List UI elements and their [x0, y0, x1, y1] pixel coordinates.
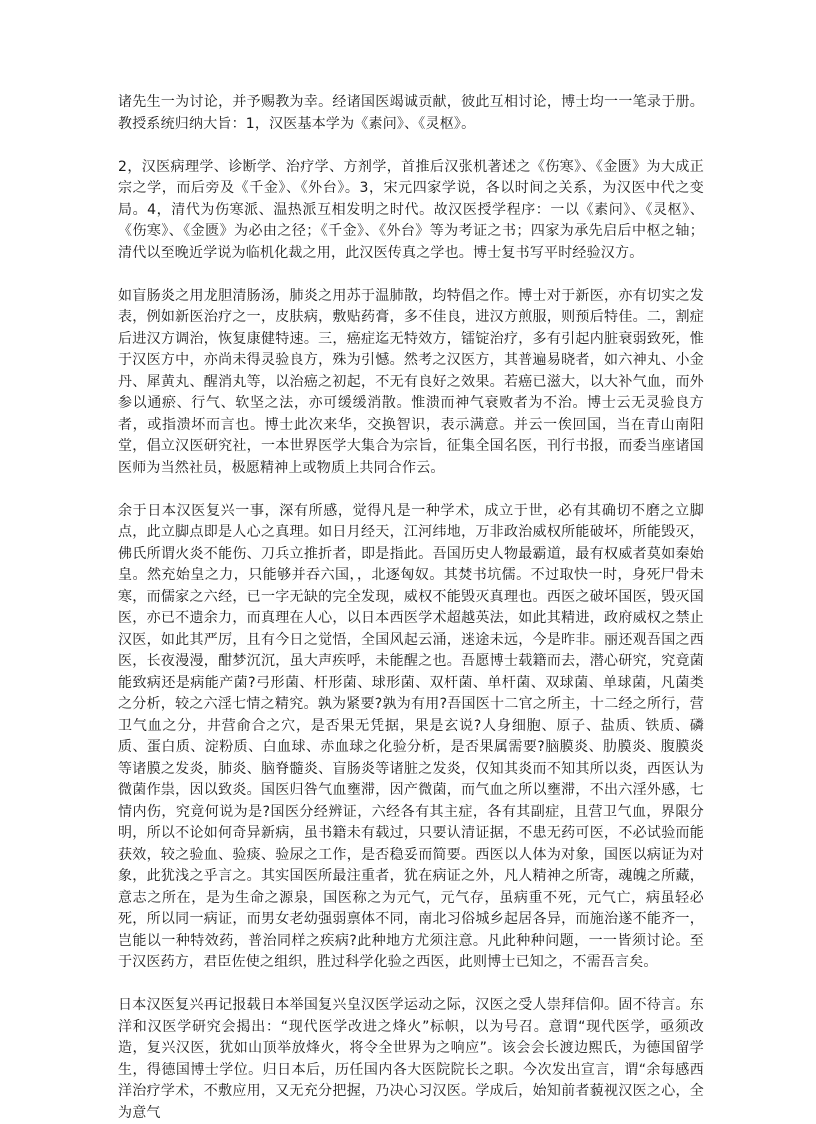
paragraph-1: 诸先生一为讨论，并予赐教为幸。经诸国医竭诚贡献，彼此互相讨论，博士均一一笔录于册。教授系统归纳大旨：1，汉医基本学为《素问》、《灵枢》。: [118, 94, 704, 132]
paragraph-3: 如盲肠炎之用龙胆清肠汤，肺炎之用苏于温肺散，均特倡之作。博士对于新医，亦有切实之发表，例如新医治疗之一，皮肤病，敷贴药膏，多不佳良，进汉方煎服，则预后特佳。二，割症后进汉方调治，恢复康健特速。三，癌症迄无特效方，镭锭治疗，多有引起内脏衰弱致死，惟于汉医方中，亦尚未得灵验良方，殊为引憾。然考之汉医方，其普遍易晓者，如六神丸、小金丹、犀黄丸、醒消丸等，以治癌之初起，不无有良好之效果。若癌已滋大，以大补气血，而外参以通瘀、行气、软坚之法，亦可缓缓消散。惟溃而神气衰败者为不治。博士云无灵验良方者，或指溃坏而言也。博士此次来华，交换智识，表示满意。并云一俟回国，当在青山南阳堂，倡立汉医研究社，一本世界医学大集合为宗旨，征集全国名医，刊行书报，而委当座诸国医师为当然社员，极愿精神上或物质上共同合作云。: [118, 287, 704, 476]
paragraph-5: 日本汉医复兴再记报载日本举国复兴皇汉医学运动之际，汉医之受人崇拜信仰。固不待言。东洋和汉医学研究会揭出：“现代医学改进之烽火”标帜，以为号召。意谓“现代医学，亟须改造，复兴汉医，犹如山顶举放烽火，将令全世界为之响应”。该会会长渡边熙氏，为德国留学生，得德国博士学位。归日本后，历任国内各大医院院长之职。今次发出宣言，谓“余每感西洋治疗学术，不敷应用，又无充分把握，乃决心习汉医。学成后，始知前者藐视汉医之心，全为意气: [118, 997, 704, 1121]
paragraph-2: 2，汉医病理学、诊断学、治疗学、方剂学，首推后汉张机著述之《伤寒》、《金匮》为大成正宗之学，而后旁及《千金》、《外台》。3，宋元四家学说，各以时间之关系，为汉医中代之变局。4，清代为伤寒派、温热派互相发明之时代。故汉医授学程序：一以《素问》、《灵枢》、《伤寒》、《金匮》为必由之径；《千金》、《外台》等为考证之书；四家为承先启后中枢之轴；清代以至晚近学说为临机化裁之用，此汉医传真之学也。博士复书写平时经验汉方。: [118, 158, 704, 261]
paragraph-4: 余于日本汉医复兴一事，深有所感，觉得凡是一种学术，成立于世，必有其确切不磨之立脚点，此立脚点即是人心之真理。如日月经天，江河纬地，万非政治威权所能破坏，所能毁灭，佛氏所谓火炎不能伤、刀兵立推折者，即是指此。吾国历史人物最霸道，最有权威者莫如秦始皇。然充始皇之力，只能够并吞六国，，北逐匈奴。其焚书坑儒。不过取快一时，身死尸骨未寒，而儒家之六经，已一字无缺的完全发现，威权不能毁灭真理也。西医之破坏国医，毁灭国医，亦已不遗余力，而真理在人心，以日本西医学术超越英法，如此其精进，政府威权之禁止汉医，如此其严厉，且有今日之觉悟，全国风起云涌，迷途未远，今是昨非。丽还观吾国之西医，长夜漫漫，酣梦沉沉，虽大声疾呼，未能醒之也。吾愿博士载籍而去，潜心研究，究竟菌能致病还是病能产菌?弓形菌、杆形菌、球形菌、双杆菌、单杆菌、双球菌、单球菌，凡菌类之分析，较之六淫七情之精究。孰为紧要?孰为有用?吾国医十二官之所主，十二经之所行，营卫气血之分，井营俞合之穴，是否果无凭据，果是玄说?人身细胞、原子、盐质、铁质、磷质、蛋白质、淀粉质、白血球、赤血球之化验分析，是否果属需要?脑膜炎、肋膜炎、腹膜炎等诸膜之发炎，肺炎、脑脊髓炎、盲肠炎等诸脏之发炎，仅知其炎而不知其所以炎，西医认为微菌作祟，因以致炎。国医归咎气血壅滞，因产微菌，而气血之所以壅滞，不出六淫外感，七情内伤，究竟何说为是?国医分经辨证，六经各有其主症，各有其副症，且营卫气血，界限分明，所以不论如何奇异新病，虽书籍未有载过，只要认清证据，不患无药可医，不必试验而能获效，较之验血、验痰、验尿之工作，是否稳妥而简要。西医以人体为对象，国医以病证为对象，此犹浅之乎言之。其实国医所最注重者，犹在病证之外，凡人精神之所寄，魂魄之所藏，意志之所在，是为生命之源泉，国医称之为元气，元气存，虽病重不死，元气亡，病虽轻必死，所以同一病证，而男女老幼强弱禀体不同，南北习俗城乡起居各异，而施治遂不能齐一，岂能以一种特效药，普治同样之疾病?此种地方尤须注意。凡此种种问题，一一皆须讨论。至于汉医药方，君臣佐使之组织，胜过科学化验之西医，此则博士已知之，不需吾言矣。: [118, 502, 704, 970]
